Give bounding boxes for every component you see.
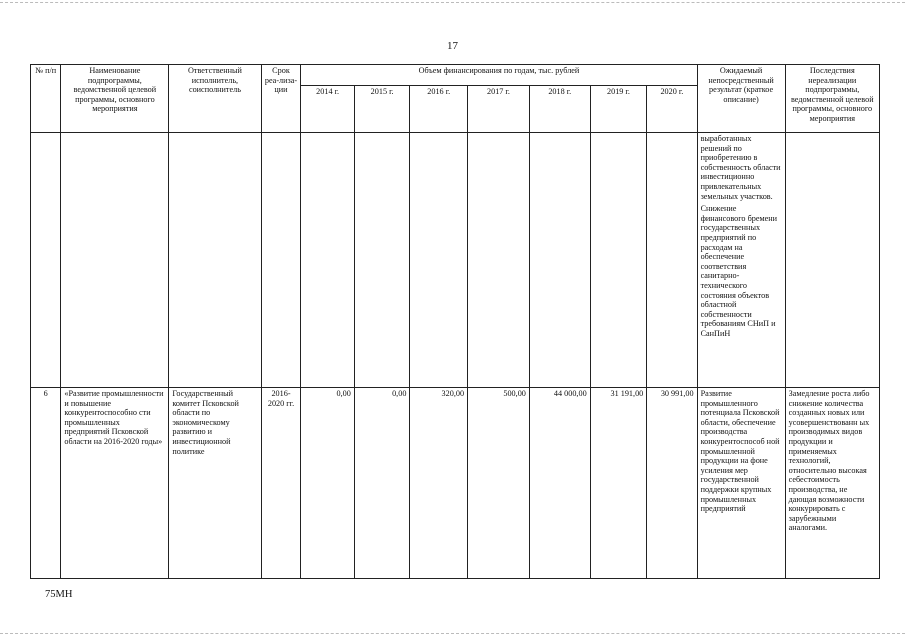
expected-result-text: Снижение финансового бремени государственных предприятий по расходам на обеспечение соответствия санитарно-технического состояния объектов областной собственности требованиям СНиП и СанПиН bbox=[700, 204, 778, 338]
page-number: 17 bbox=[447, 40, 458, 52]
financing-value: 0,00 bbox=[301, 388, 354, 579]
program-name: «Развитие промышленности и повышение конкурентоспособно сти промышленных предприятий Псковской области на 2016-2020 годы» bbox=[61, 388, 169, 579]
header-year: 2019 г. bbox=[590, 86, 647, 133]
table-cell bbox=[529, 133, 590, 388]
table-cell bbox=[169, 133, 261, 388]
header-responsible: Ответственный исполнитель, соисполнитель bbox=[169, 65, 261, 133]
expected-result-cell bbox=[697, 133, 785, 388]
table-cell bbox=[354, 133, 410, 388]
table-cell bbox=[301, 133, 354, 388]
header-financing: Объем финансирования по годам, тыс. рублей bbox=[301, 65, 697, 86]
financing-value: 0,00 bbox=[354, 388, 410, 579]
implementation-term: 2016-2020 гг. bbox=[261, 388, 301, 579]
expected-result-text: выработанных решений по приобретению в собственность области инвестиционно привлекательных земельных участков. bbox=[700, 134, 781, 201]
scan-edge-top bbox=[0, 2, 905, 3]
financing-value: 30 991,00 bbox=[647, 388, 697, 579]
table-cell bbox=[590, 133, 647, 388]
consequences-text: Замедление роста либо снижение количества созданных новых или усовершенствованн ых производимых видов продукции и применяемых технологий, относительно высокая себестоимость производства, не дающая возможности конкурировать с зарубежными аналогами. bbox=[785, 388, 879, 579]
row-number: 6 bbox=[31, 388, 61, 579]
header-year: 2020 г. bbox=[647, 86, 697, 133]
header-year: 2016 г. bbox=[410, 86, 468, 133]
table-cell bbox=[647, 133, 697, 388]
table-cell bbox=[785, 133, 879, 388]
table-cell bbox=[31, 133, 61, 388]
table-cell bbox=[468, 133, 530, 388]
financing-value: 31 191,00 bbox=[590, 388, 647, 579]
financing-value: 320,00 bbox=[410, 388, 468, 579]
header-consequences: Последствия нереализации подпрограммы, ведомственной целевой программы, основного мероприятия bbox=[785, 65, 879, 133]
table-row bbox=[31, 388, 880, 579]
table-cell bbox=[261, 133, 301, 388]
program-table bbox=[30, 64, 880, 579]
header-expected: Ожидаемый непосредственный результат (краткое описание) bbox=[697, 65, 785, 133]
header-num: № п/п bbox=[31, 65, 61, 133]
financing-value: 44 000,00 bbox=[529, 388, 590, 579]
table-cell bbox=[410, 133, 468, 388]
responsible-executor: Государственный комитет Псковской области по экономическому развитию и инвестиционной политике bbox=[169, 388, 261, 579]
table-row-continuation bbox=[31, 133, 880, 388]
table-cell bbox=[61, 133, 169, 388]
scan-edge-bottom bbox=[0, 633, 905, 634]
header-year: 2017 г. bbox=[468, 86, 530, 133]
document-code: 75МН bbox=[45, 589, 73, 600]
header-term: Срок реа-лиза-ции bbox=[261, 65, 301, 133]
header-name: Наименование подпрограммы, ведомственной целевой программы, основного мероприятия bbox=[61, 65, 169, 133]
header-year: 2015 г. bbox=[354, 86, 410, 133]
header-year: 2014 г. bbox=[301, 86, 354, 133]
financing-value: 500,00 bbox=[468, 388, 530, 579]
header-row bbox=[31, 65, 880, 86]
header-year: 2018 г. bbox=[529, 86, 590, 133]
expected-result-text: Развитие промышленного потенциала Псковской области, обеспечение производства конкурентоспособ ной промышленной продукции на фоне усиления мер государственной поддержки крупных промышленных предприятий bbox=[697, 388, 785, 579]
